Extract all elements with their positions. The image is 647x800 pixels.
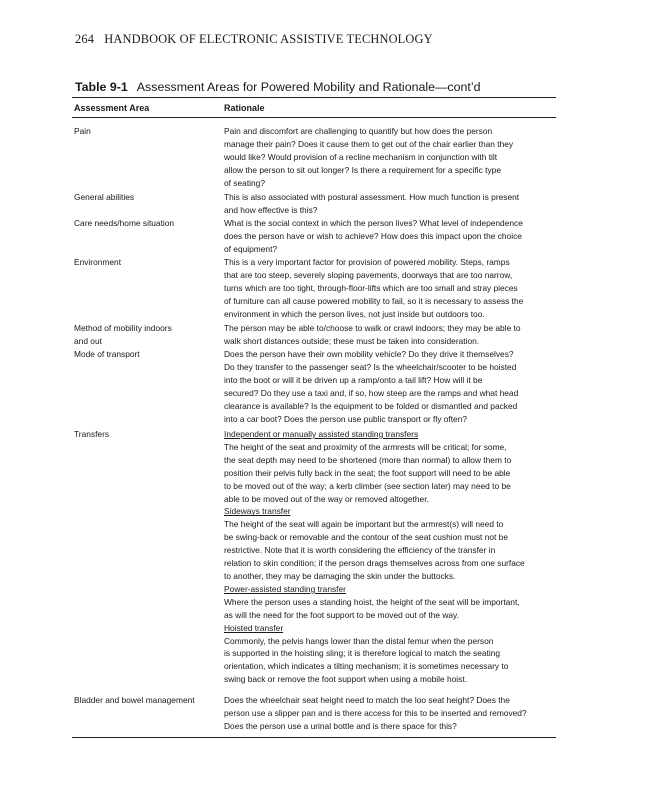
rationale-line: The height of the seat and proximity of the armrests will be critical; for some, bbox=[224, 441, 507, 452]
subsection-heading-standing-transfers: Independent or manually assisted standing transfers bbox=[224, 429, 419, 439]
table-title: Assessment Areas for Powered Mobility and Rationale—cont’d bbox=[136, 80, 481, 94]
rationale-cell bbox=[224, 256, 560, 321]
area-line: General abilities bbox=[74, 192, 135, 202]
table-header-rule bbox=[72, 117, 556, 118]
rationale-line: that are too steep, severely sloping pavements, doorways that are too narrow, bbox=[224, 269, 513, 280]
area-cell bbox=[74, 256, 220, 269]
area-line: Method of mobility indoors bbox=[74, 323, 172, 333]
area-cell bbox=[74, 322, 220, 348]
subsection-heading-hoisted-transfer: Hoisted transfer bbox=[224, 622, 284, 633]
rationale-line: orientation, which indicates a tilting mechanism; it is sometimes necessary to bbox=[224, 661, 509, 672]
rationale-line: be swing-back or removable and the contour of the seat cushion must not be bbox=[224, 532, 508, 543]
rationale-line: Does the person use a urinal bottle and is there space for this? bbox=[224, 720, 457, 731]
area-cell bbox=[74, 191, 220, 204]
column-header-rationale: Rationale bbox=[224, 103, 265, 113]
area-cell bbox=[74, 217, 220, 230]
rationale-line: position their pelvis fully back in the seat; the foot support will need to be able bbox=[224, 467, 511, 478]
rationale-line: Commonly, the pelvis hangs lower than the distal femur when the person bbox=[224, 635, 494, 646]
rationale-line: swing back or remove the foot support when using a mobile hoist. bbox=[224, 674, 468, 685]
rationale-line: Does the wheelchair seat height need to match the loo seat height? Does the bbox=[224, 695, 510, 705]
rationale-line: This is also associated with postural assessment. How much function is present bbox=[224, 192, 520, 202]
rationale-line: clearance is available? Is the equipment to be folded or dismantled and packed bbox=[224, 400, 518, 411]
rationale-line: to be moved out of the way; a kerb climber (see section later) may need to be bbox=[224, 480, 511, 491]
subsection-heading-power-assisted-transfer: Power-assisted standing transfer bbox=[224, 583, 346, 594]
rationale-line: Where the person uses a standing hoist, the height of the seat will be important, bbox=[224, 596, 520, 607]
rationale-line: is supported in the hoisting sling; it is therefore logical to match the seating bbox=[224, 648, 501, 659]
area-line: Pain bbox=[74, 126, 91, 136]
rationale-line: and how effective is this? bbox=[224, 204, 318, 215]
table-top-rule bbox=[72, 97, 556, 98]
area-cell bbox=[74, 428, 220, 441]
table-label: Table 9-1 bbox=[75, 80, 128, 94]
area-line: Mode of transport bbox=[74, 349, 140, 359]
rationale-line: of equipment? bbox=[224, 243, 278, 254]
running-head-title: HANDBOOK OF ELECTRONIC ASSISTIVE TECHNOLOGY bbox=[104, 32, 433, 46]
rationale-line: environment in which the person lives, not just inside but outdoors too. bbox=[224, 308, 485, 319]
rationale-line: would like? Would provision of a recline mechanism in conjunction with tilt bbox=[224, 151, 498, 162]
rationale-line: relation to skin condition; if the person drags themselves across from one surface bbox=[224, 558, 525, 569]
subsection-heading-sideways-transfer: Sideways transfer bbox=[224, 506, 291, 517]
rationale-cell bbox=[224, 428, 560, 686]
rationale-line: turns which are too tight, through-floor-lifts which are too small and stray pieces bbox=[224, 282, 518, 293]
rationale-cell bbox=[224, 322, 560, 348]
area-cell bbox=[74, 694, 220, 707]
area-cell bbox=[74, 348, 220, 361]
rationale-line: into the boot or will it be driven up a ramp/onto a tail lift? How will it be bbox=[224, 374, 483, 385]
area-line: and out bbox=[74, 335, 102, 346]
rationale-line: does the person have or wish to achieve? How does this impact upon the choice bbox=[224, 230, 522, 241]
rationale-line: This is a very important factor for provision of powered mobility. Steps, ramps bbox=[224, 257, 510, 267]
rationale-line: to another, they may be damaging the skin under the buttocks. bbox=[224, 570, 456, 581]
area-cell bbox=[74, 125, 220, 138]
rationale-line: The person may be able to/choose to walk or crawl indoors; they may be able to bbox=[224, 323, 521, 333]
rationale-cell bbox=[224, 217, 560, 256]
rationale-line: of seating? bbox=[224, 177, 265, 188]
rationale-cell bbox=[224, 348, 560, 425]
rationale-line: walk short distances outside; these must be taken into consideration. bbox=[224, 335, 480, 346]
rationale-line: allow the person to sit out longer? Is there a requirement for a specific type bbox=[224, 164, 501, 175]
rationale-line: the seat depth may need to be shortened (more than normal) to allow them to bbox=[224, 454, 512, 465]
rationale-line: The height of the seat will again be important but the armrest(s) will need to bbox=[224, 519, 504, 530]
rationale-cell bbox=[224, 125, 560, 190]
area-line: Transfers bbox=[74, 429, 110, 439]
rationale-line: restrictive. Note that it is worth considering the efficiency of the transfer in bbox=[224, 545, 496, 556]
rationale-line: What is the social context in which the person lives? What level of independence bbox=[224, 218, 523, 228]
rationale-cell bbox=[224, 694, 560, 733]
table-caption bbox=[75, 80, 480, 94]
rationale-line: able to be moved out of the way or removed altogether. bbox=[224, 493, 429, 504]
area-line: Care needs/home situation bbox=[74, 218, 175, 228]
rationale-line: person use a slipper pan and is there access for this to be inserted and removed? bbox=[224, 707, 527, 718]
page-number: 264 bbox=[75, 32, 95, 46]
area-line: Environment bbox=[74, 257, 122, 267]
column-header-area: Assessment Area bbox=[74, 103, 150, 113]
rationale-line: secured? Do they use a taxi and, if so, how steep are the ramps and what head bbox=[224, 387, 519, 398]
rationale-cell bbox=[224, 191, 560, 217]
rationale-line: Does the person have their own mobility vehicle? Do they drive it themselves? bbox=[224, 349, 514, 359]
rationale-line: into a car boot? Does the person use public transport or fly often? bbox=[224, 413, 468, 424]
rationale-line: Do they transfer to the passenger seat? Is the wheelchair/scooter to be hoisted bbox=[224, 361, 517, 372]
rationale-line: of furniture can all cause powered mobility to fail, so it is necessary to assess the bbox=[224, 295, 524, 306]
area-line: Bladder and bowel management bbox=[74, 695, 195, 705]
running-header bbox=[75, 32, 433, 47]
rationale-line: Pain and discomfort are challenging to quantify but how does the person bbox=[224, 126, 493, 136]
rationale-line: manage their pain? Does it cause them to get out of the chair earlier than they bbox=[224, 138, 514, 149]
rationale-line: as will the need for the foot support to be moved out of the way. bbox=[224, 609, 459, 620]
table-bottom-rule bbox=[72, 737, 556, 738]
